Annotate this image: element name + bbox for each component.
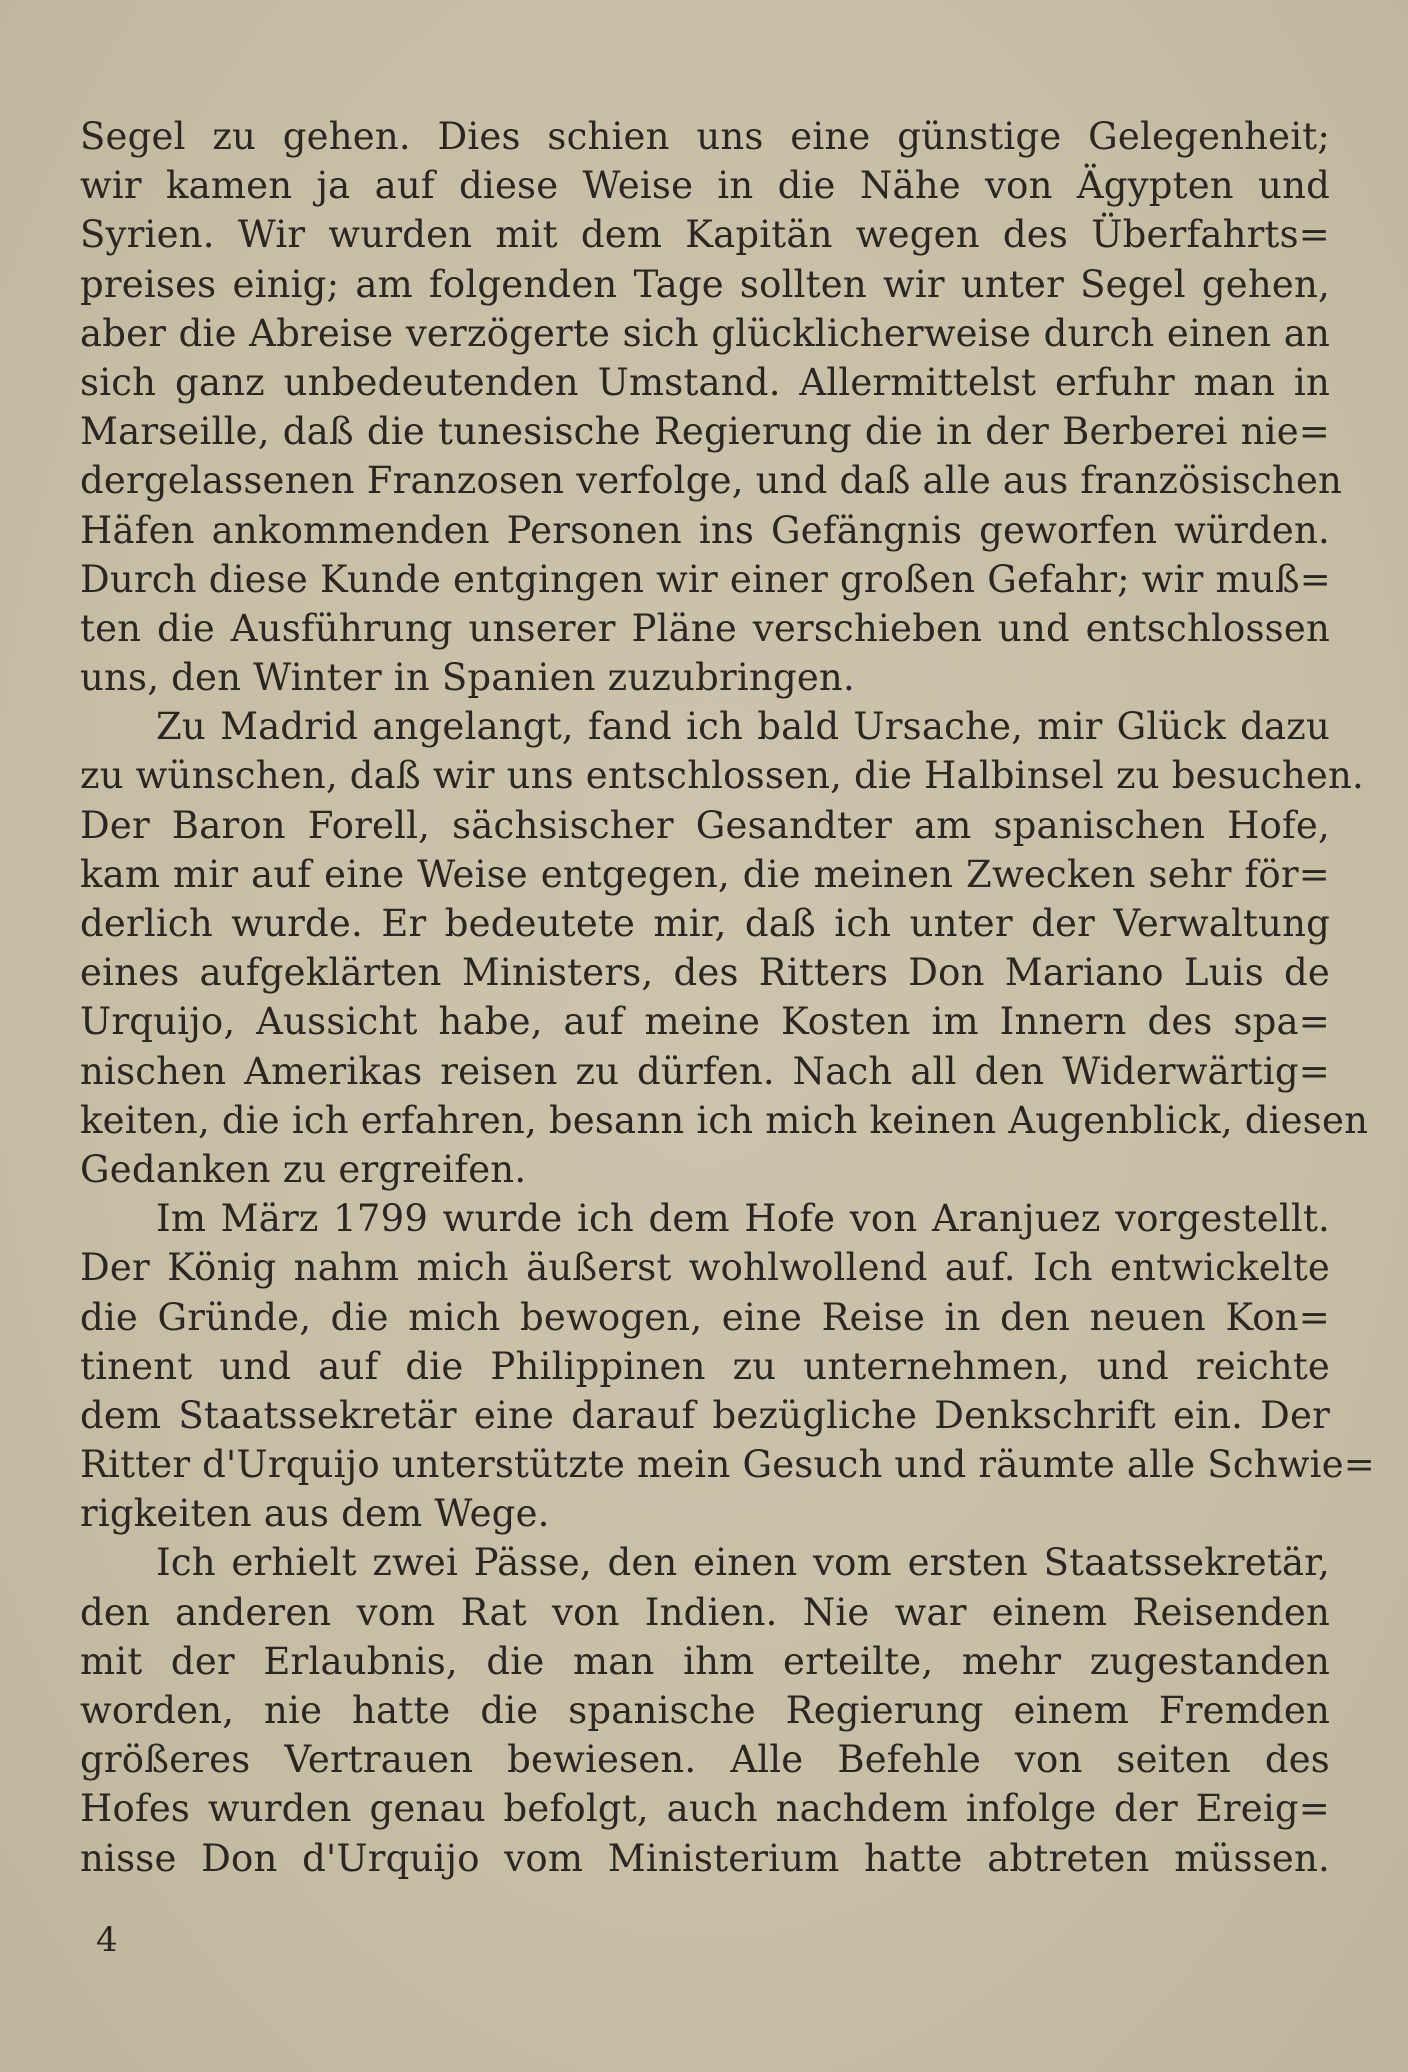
text-line: Durch diese Kunde entgingen wir einer großen Gefahr; wir muß= (80, 557, 1331, 601)
text-line: Zu Madrid angelangt, fand ich bald Ursache, mir Glück dazu (156, 705, 1330, 749)
text-line: mit der Erlaubnis, die man ihm erteilte, mehr zugestanden (80, 1639, 1330, 1683)
text-line: dergelassenen Franzosen verfolge, und daß alle aus französischen (80, 459, 1343, 503)
text-line: preises einig; am folgenden Tage sollten wir unter Segel gehen, (80, 262, 1330, 306)
text-line: keiten, die ich erfahren, besann ich mich keinen Augenblick, diesen (80, 1098, 1369, 1142)
paragraph (80, 702, 1369, 1194)
text-line: derlich wurde. Er bedeutete mir, daß ich unter der Verwaltung (80, 902, 1330, 945)
text-line: den anderen vom Rat von Indien. Nie war einem Reisenden (80, 1590, 1330, 1634)
text-line: Marseille, daß die tunesische Regierung die in der Berberei nie= (80, 410, 1330, 454)
text-line: Segel zu gehen. Dies schien uns eine günstige Gelegenheit; (80, 115, 1330, 158)
text-line: nisse Don d'Urquijo vom Ministerium hatte abtreten müssen. (80, 1836, 1330, 1880)
paragraph (80, 1194, 1376, 1538)
text-line: rigkeiten aus dem Wege. (80, 1492, 550, 1536)
text-line: tinent und auf die Philippinen zu unternehmen, und reichte (80, 1344, 1330, 1388)
text-line: wir kamen ja auf diese Weise in die Nähe von Ägypten und (80, 164, 1330, 208)
text-line: dem Staatssekretär eine darauf bezügliche Denkschrift ein. Der (80, 1393, 1330, 1437)
text-line: aber die Abreise verzögerte sich glücklicherweise durch einen an (80, 311, 1330, 355)
text-line: Urquijo, Aussicht habe, auf meine Kosten im Innern des spa= (80, 1000, 1330, 1044)
paragraph (80, 112, 1343, 702)
paragraph (80, 1538, 1330, 1882)
text-line: worden, nie hatte die spanische Regierung einem Fremden (80, 1689, 1330, 1732)
text-line: sich ganz unbedeutenden Umstand. Allermittelst erfuhr man in (80, 360, 1330, 404)
text-line: nischen Amerikas reisen zu dürfen. Nach all den Widerwärtig= (80, 1049, 1330, 1093)
text-line: Gedanken zu ergreifen. (80, 1147, 527, 1191)
text-line: Ich erhielt zwei Pässe, den einen vom ersten Staatssekretär, (156, 1541, 1330, 1585)
text-line: Häfen ankommenden Personen ins Gefängnis geworfen würden. (80, 508, 1330, 552)
text-line: Ritter d'Urquijo unterstützte mein Gesuch und räumte alle Schwie= (80, 1443, 1376, 1487)
text-line: Der Baron Forell, sächsischer Gesandter am spanischen Hofe, (80, 803, 1330, 847)
text-line: Der König nahm mich äußerst wohlwollend auf. Ich entwickelte (80, 1246, 1330, 1290)
text-line: kam mir auf eine Weise entgegen, die meinen Zwecken sehr för= (80, 852, 1330, 896)
text-line: die Gründe, die mich bewogen, eine Reise in den neuen Kon= (80, 1295, 1330, 1339)
text-line: Syrien. Wir wurden mit dem Kapitän wegen des Überfahrts= (80, 213, 1330, 257)
text-line: ten die Ausführung unserer Pläne verschieben und entschlossen (80, 606, 1330, 650)
text-line: eines aufgeklärten Ministers, des Ritters Don Mariano Luis de (80, 951, 1330, 995)
body-text (80, 112, 1376, 1883)
text-line: uns, den Winter in Spanien zuzubringen. (80, 656, 855, 700)
page-number: 4 (96, 1920, 118, 1960)
text-line: zu wünschen, daß wir uns entschlossen, die Halbinsel zu besuchen. (80, 754, 1364, 798)
text-line: größeres Vertrauen bewiesen. Alle Befehle von seiten des (80, 1738, 1330, 1782)
text-line: Hofes wurden genau befolgt, auch nachdem infolge der Ereig= (80, 1787, 1330, 1831)
text-line: Im März 1799 wurde ich dem Hofe von Aranjuez vorgestellt. (156, 1197, 1330, 1241)
